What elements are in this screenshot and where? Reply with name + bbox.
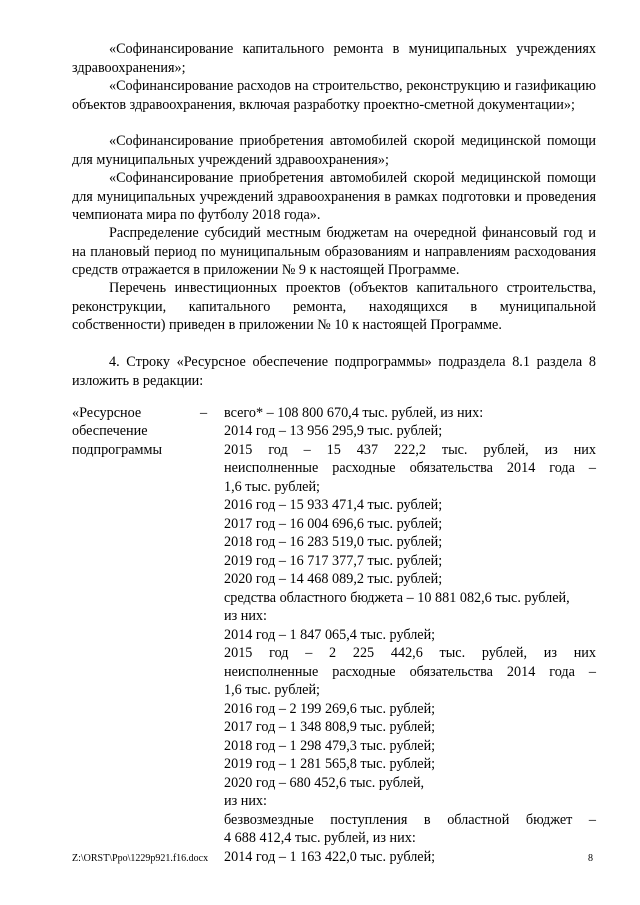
resource-line: 2014 год – 1 847 065,4 тыс. рублей; <box>224 627 436 643</box>
resource-line: 2014 год – 1 163 422,0 тыс. рублей; <box>224 849 436 865</box>
resource-line: безвозмездные поступления в областной бюджет – <box>224 812 596 828</box>
resource-line: 2018 год – 16 283 519,0 тыс. рублей; <box>224 534 443 550</box>
resource-line: 2016 год – 2 199 269,6 тыс. рублей; <box>224 701 436 717</box>
footer-page-number: 8 <box>588 853 593 864</box>
resource-line: 2014 год – 13 956 295,9 тыс. рублей; <box>224 423 443 439</box>
resource-line: 2019 год – 16 717 377,7 тыс. рублей; <box>224 553 443 569</box>
resource-line: 2018 год – 1 298 479,3 тыс. рублей; <box>224 738 436 754</box>
resource-line: всего* – 108 800 670,4 тыс. рублей, из них: <box>224 405 484 421</box>
resource-line: 1,6 тыс. рублей; <box>224 682 320 698</box>
resource-line: 4 688 412,4 тыс. рублей, из них: <box>224 830 416 846</box>
resource-label-line-2: обеспечение <box>72 423 148 439</box>
paragraph-5: Распределение субсидий местным бюджетам на очередной финансовый год и на плановый период по муниципальным образованиям и направлениям расходования средств отражается в приложении № 9 к настоящей Программе. <box>72 225 596 278</box>
resource-line: 2015 год – 15 437 222,2 тыс. рублей, из них <box>224 442 596 458</box>
resource-line: 2020 год – 14 468 089,2 тыс. рублей; <box>224 571 443 587</box>
resource-line: средства областного бюджета – 10 881 082,6 тыс. рублей, <box>224 590 570 606</box>
resource-label-line-3: подпрограммы <box>72 442 162 458</box>
paragraph-3: «Софинансирование приобретения автомобилей скорой медицинской помощи для муниципальных учреждений здравоохранения»; <box>72 133 596 168</box>
resource-label-line-1: «Ресурсное <box>72 405 142 421</box>
paragraph-7: 4. Строку «Ресурсное обеспечение подпрограммы» подраздела 8.1 раздела 8 изложить в редакции: <box>72 354 596 389</box>
resource-line: из них: <box>224 608 267 624</box>
footer-file-path: Z:\ORST\Ppo\1229p921.f16.docx <box>72 853 209 864</box>
resource-line: 2017 год – 1 348 808,9 тыс. рублей; <box>224 719 436 735</box>
resource-line: 2020 год – 680 452,6 тыс. рублей, <box>224 775 425 791</box>
resource-line: 2019 год – 1 281 565,8 тыс. рублей; <box>224 756 436 772</box>
resource-line: неисполненные расходные обязательства 2014 года – <box>224 664 596 680</box>
paragraph-2: «Софинансирование расходов на строительство, реконструкцию и газификацию объектов здравоохранения, включая разработку проектно-сметной документации»; <box>72 78 596 113</box>
resource-dash: – <box>200 405 208 421</box>
resource-line: неисполненные расходные обязательства 2014 года – <box>224 460 596 476</box>
resource-line: 2016 год – 15 933 471,4 тыс. рублей; <box>224 497 443 513</box>
resource-line: из них: <box>224 793 267 809</box>
resource-line: 2015 год – 2 225 442,6 тыс. рублей, из них <box>224 645 596 661</box>
paragraph-1: «Софинансирование капитального ремонта в муниципальных учреждениях здравоохранения»; <box>72 41 596 76</box>
paragraph-6: Перечень инвестиционных проектов (объектов капитального строительства, реконструкции, капитального ремонта, находящихся в муниципальной собственности) приведен в приложении № 10 к настоящей Программе. <box>72 280 596 333</box>
resource-line: 1,6 тыс. рублей; <box>224 479 320 495</box>
paragraph-4: «Софинансирование приобретения автомобилей скорой медицинской помощи для муниципальных учреждений здравоохранения в рамках подготовки и проведения чемпионата мира по футболу 2018 года». <box>72 170 596 223</box>
resource-line: 2017 год – 16 004 696,6 тыс. рублей; <box>224 516 443 532</box>
